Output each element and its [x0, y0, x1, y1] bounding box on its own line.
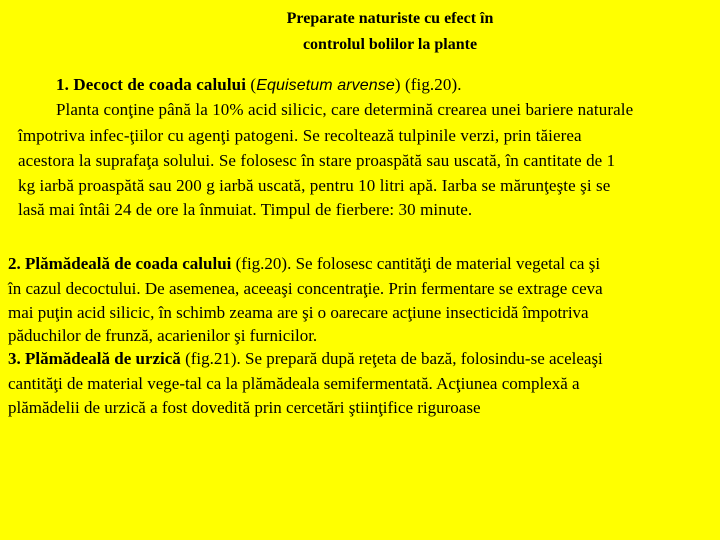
section-2-heading-line [8, 252, 600, 276]
section-1-latin-name: Equisetum arvense [256, 77, 395, 94]
section-2-line: mai puţin acid silicic, în schimb zeama are şi o oarecare acţiune insecticidă împotriva [8, 303, 589, 322]
section-2-line: în cazul decoctului. De asemenea, aceeaşi concentraţie. Prin fermentare se extrage ceva [8, 279, 603, 298]
section-3-heading: 3. Plămădeală de urzică [8, 349, 181, 368]
section-1-line: împotriva infec-ţiilor cu agenţi patogeni. Se recoltează tulpinile verzi, prin tăierea [18, 126, 582, 145]
section-3-line: plămădelii de urzică a fost dovedită prin cercetări ştiinţifice riguroase [8, 398, 481, 417]
section-1-line: acestora la suprafaţa solului. Se folosesc în stare proaspătă sau uscată, în cantitate de 1 [18, 151, 616, 170]
section-1-line: Planta conţine până la 10% acid silicic, care determină crearea unei bariere naturale [56, 100, 634, 119]
title-line-2: controlul bolilor la plante [302, 36, 478, 53]
section-1-heading-rest: ) (fig.20). [394, 75, 462, 94]
section-1-line: kg iarbă proaspătă sau 200 g iarbă uscată, pentru 10 litri apă. Iarba se mărunţeşte şi se [18, 176, 611, 195]
section-1-heading-title: Decoct de coada calului [73, 75, 247, 94]
section-1-number: 1. [56, 75, 69, 94]
section-2-line: păduchilor de frunză, acarienilor şi furnicilor. [8, 326, 318, 345]
section-1-heading [56, 73, 462, 98]
section-3-heading-line [8, 347, 603, 371]
section-3-line: cantităţi de material vege-tal ca la plămădeala semifermentată. Acţiunea complexă a [8, 374, 580, 393]
section-1-line: lasă mai întâi 24 de ore la înmuiat. Timpul de fierbere: 30 minute. [18, 200, 473, 219]
document-title [0, 6, 720, 58]
section-2-first-line: (fig.20). Se folosesc cantităţi de material vegetal ca şi [231, 254, 601, 273]
section-3-first-line: (fig.21). Se prepară după reţeta de bază, folosindu-se aceleaşi [180, 349, 603, 368]
title-line-1: Preparate naturiste cu efect în [286, 10, 494, 27]
section-1-heading-paren-open: ( [246, 75, 257, 94]
section-2-heading: 2. Plămădeală de coada calului [8, 254, 232, 273]
